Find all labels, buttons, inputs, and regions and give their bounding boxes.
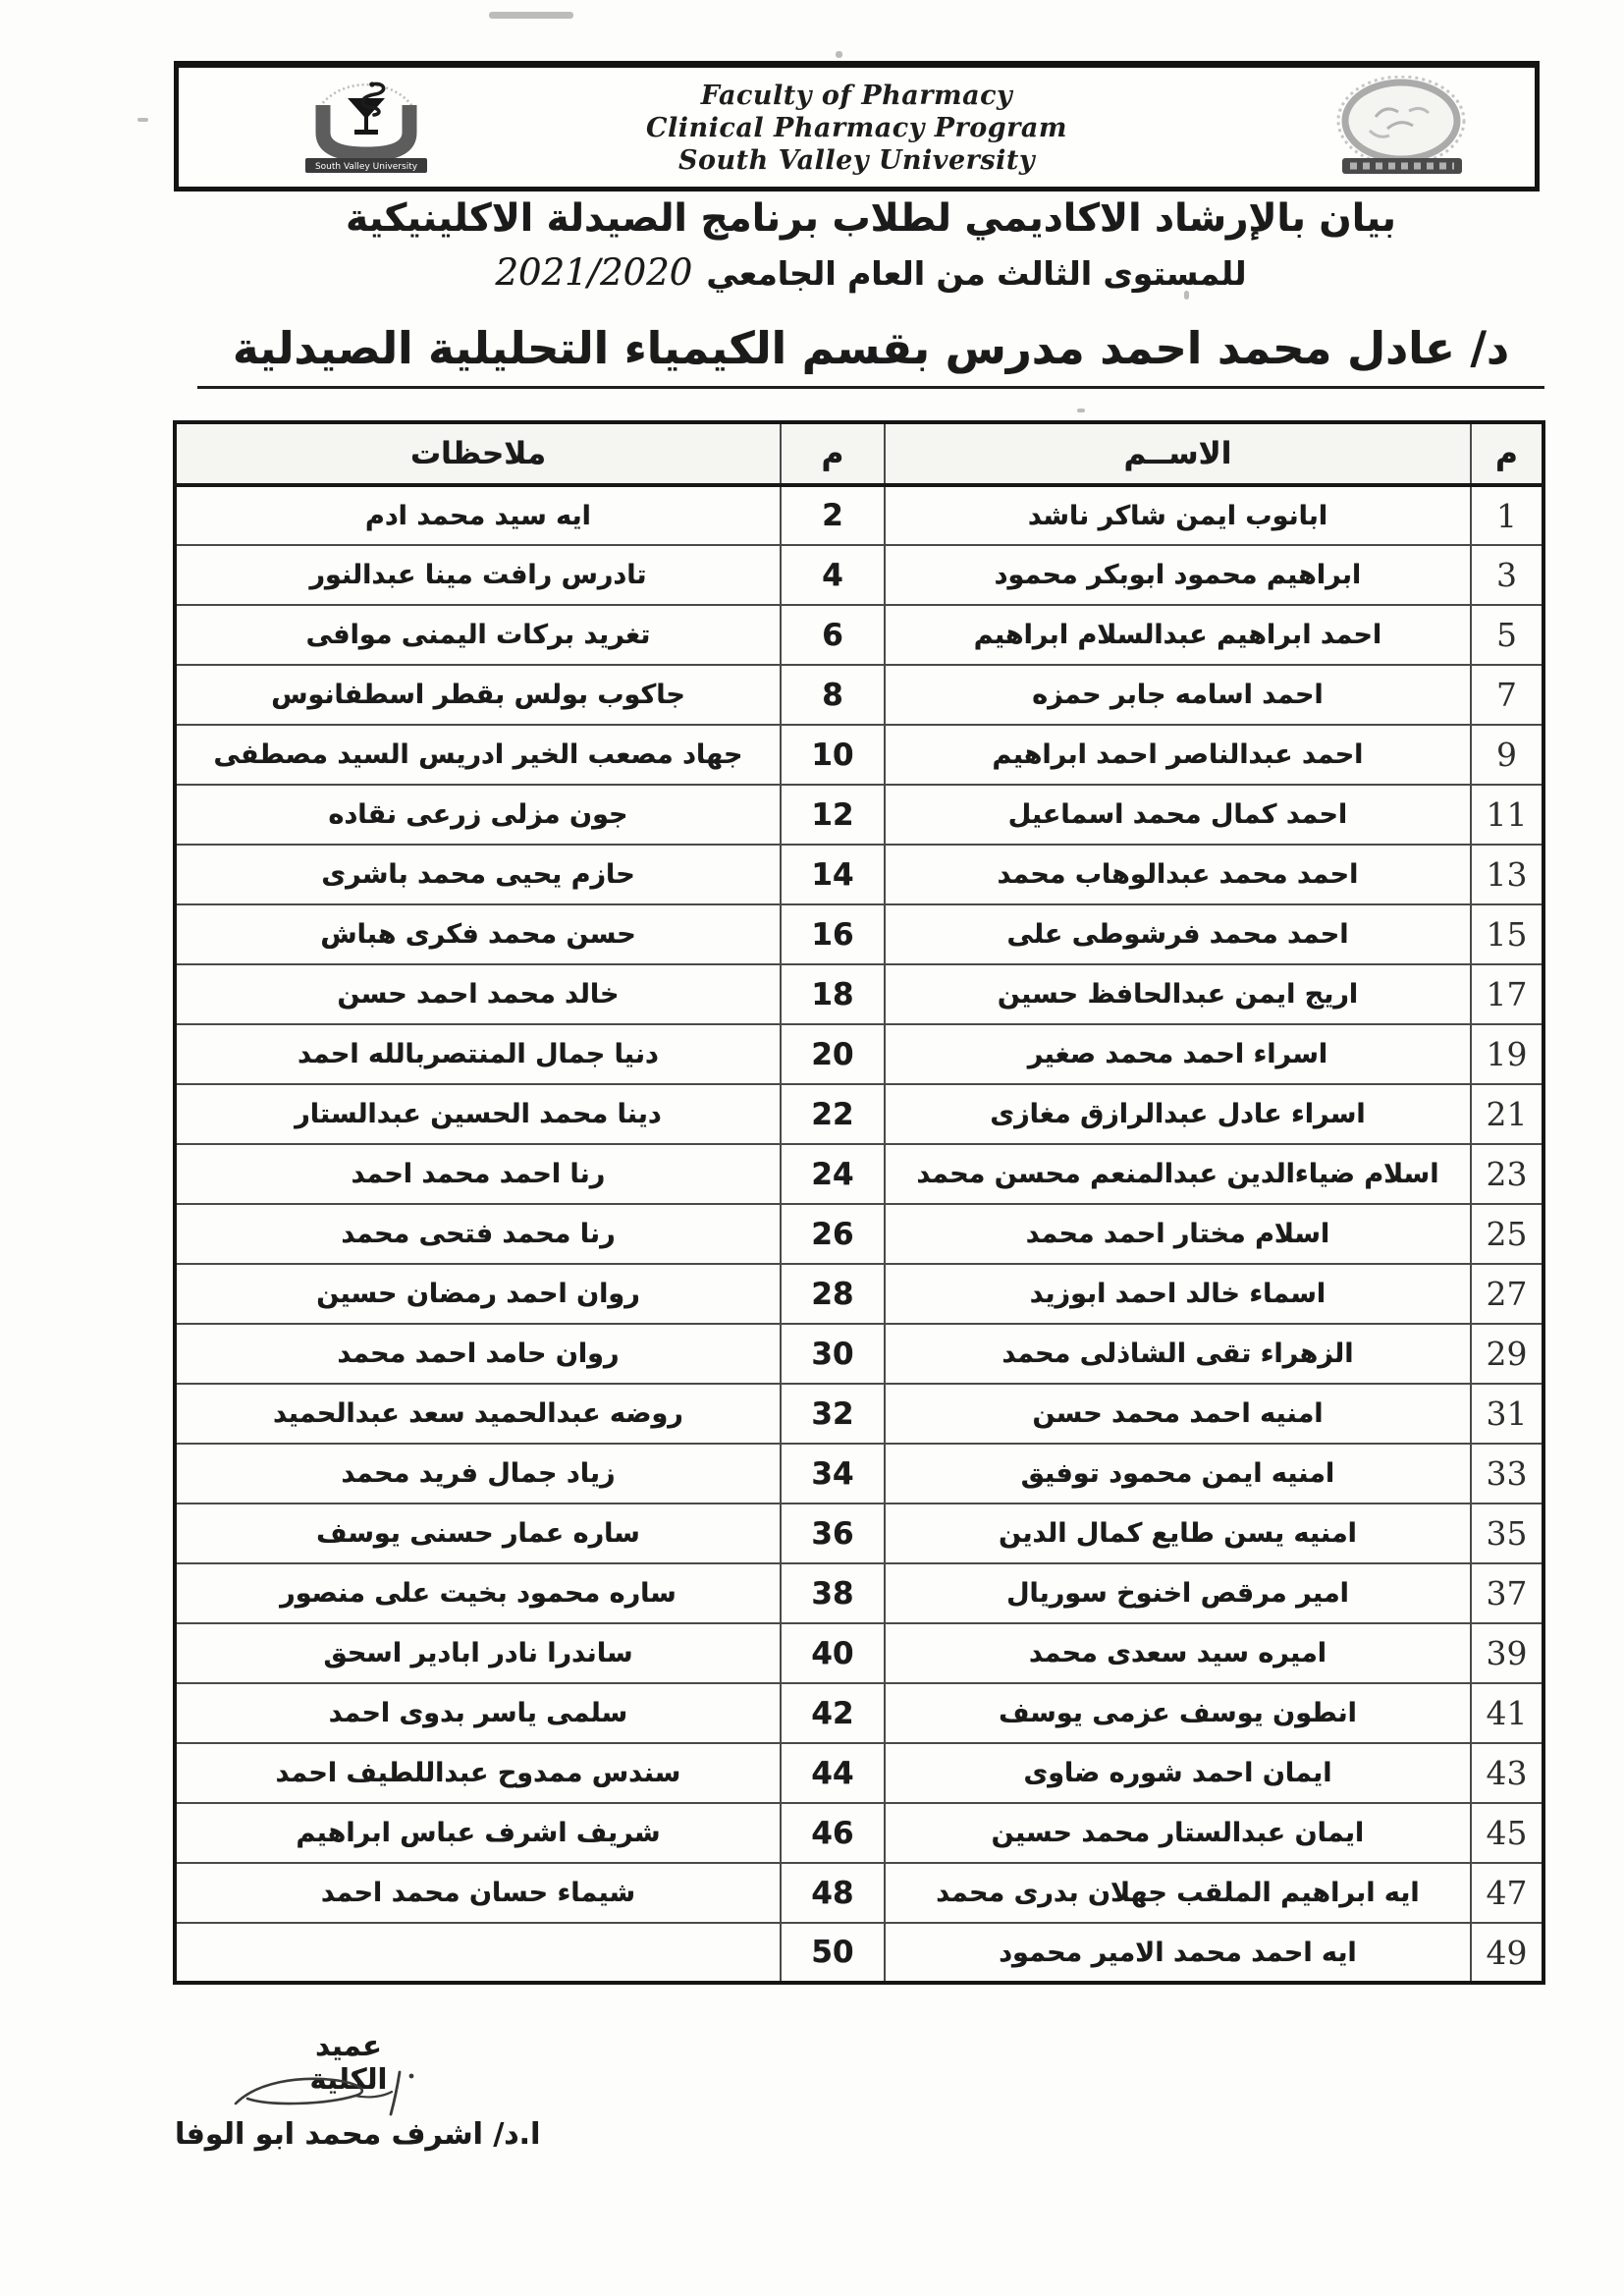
student-number-odd-cell: 43 bbox=[1471, 1743, 1543, 1803]
student-number-odd-cell: 37 bbox=[1471, 1563, 1543, 1623]
student-number-even-cell: 26 bbox=[781, 1204, 885, 1264]
table-row bbox=[175, 964, 1543, 1024]
student-notes-cell: سندس ممدوح عبداللطيف احمد bbox=[175, 1743, 781, 1803]
student-name-cell: اسلام ضياءالدين عبدالمنعم محسن محمد bbox=[885, 1144, 1471, 1204]
student-notes-cell: شيماء حسان محمد احمد bbox=[175, 1863, 781, 1923]
student-number-even-cell: 32 bbox=[781, 1384, 885, 1444]
faculty-line: Faculty of Pharmacy bbox=[700, 81, 1013, 111]
student-number-even-cell: 28 bbox=[781, 1264, 885, 1324]
student-number-even-cell: 24 bbox=[781, 1144, 885, 1204]
table-row bbox=[175, 785, 1543, 845]
student-notes-cell: ساره عمار حسنى يوسف bbox=[175, 1503, 781, 1563]
students-table-body bbox=[175, 485, 1543, 1983]
student-number-odd-cell: 11 bbox=[1471, 785, 1543, 845]
student-number-even-cell: 50 bbox=[781, 1923, 885, 1983]
header-name: الاســم bbox=[885, 422, 1471, 485]
header-notes: ملاحظات bbox=[175, 422, 781, 485]
student-notes-cell: روضه عبدالحميد سعد عبدالحميد bbox=[175, 1384, 781, 1444]
student-notes-cell: جون مزلى زرعى نقاده bbox=[175, 785, 781, 845]
student-number-odd-cell: 9 bbox=[1471, 725, 1543, 785]
table-row bbox=[175, 665, 1543, 725]
student-notes-cell: دينا محمد الحسين عبدالستار bbox=[175, 1084, 781, 1144]
student-number-odd-cell: 21 bbox=[1471, 1084, 1543, 1144]
student-number-even-cell: 46 bbox=[781, 1803, 885, 1863]
student-notes-cell: رنا محمد فتحى محمد bbox=[175, 1204, 781, 1264]
table-row bbox=[175, 485, 1543, 545]
student-notes-cell: تادرس رافت مينا عبدالنور bbox=[175, 545, 781, 605]
student-number-even-cell: 38 bbox=[781, 1563, 885, 1623]
student-number-odd-cell: 19 bbox=[1471, 1024, 1543, 1084]
table-row bbox=[175, 1204, 1543, 1264]
dean-name: ا.د/ اشرف محمد ابو الوفا bbox=[175, 2117, 541, 2152]
student-name-cell: امنيه احمد محمد حسن bbox=[885, 1384, 1471, 1444]
student-notes-cell bbox=[175, 1923, 781, 1983]
student-number-odd-cell: 41 bbox=[1471, 1683, 1543, 1743]
student-name-cell: اريج ايمن عبدالحافظ حسين bbox=[885, 964, 1471, 1024]
student-number-even-cell: 6 bbox=[781, 605, 885, 665]
table-row bbox=[175, 1324, 1543, 1384]
student-notes-cell: روان حامد احمد محمد bbox=[175, 1324, 781, 1384]
student-name-cell: احمد عبدالناصر احمد ابراهيم bbox=[885, 725, 1471, 785]
students-roster-table bbox=[173, 420, 1545, 1985]
student-number-odd-cell: 27 bbox=[1471, 1264, 1543, 1324]
student-number-odd-cell: 39 bbox=[1471, 1623, 1543, 1683]
student-name-cell: ايه ابراهيم الملقب جهلان بدرى محمد bbox=[885, 1863, 1471, 1923]
student-notes-cell: سلمى ياسر بدوى احمد bbox=[175, 1683, 781, 1743]
student-number-even-cell: 12 bbox=[781, 785, 885, 845]
advisor-name-text: د/ عادل محمد احمد مدرس بقسم الكيمياء التحليلية الصيدلية bbox=[197, 322, 1544, 389]
student-number-even-cell: 30 bbox=[781, 1324, 885, 1384]
student-number-even-cell: 16 bbox=[781, 904, 885, 964]
table-row bbox=[175, 1683, 1543, 1743]
table-header-row bbox=[175, 422, 1543, 485]
student-number-odd-cell: 35 bbox=[1471, 1503, 1543, 1563]
student-name-cell: ايه احمد محمد الامير محمود bbox=[885, 1923, 1471, 1983]
student-number-odd-cell: 25 bbox=[1471, 1204, 1543, 1264]
student-notes-cell: ساره محمود بخيت على منصور bbox=[175, 1563, 781, 1623]
student-name-cell: انطون يوسف عزمى يوسف bbox=[885, 1683, 1471, 1743]
student-name-cell: احمد محمد عبدالوهاب محمد bbox=[885, 845, 1471, 904]
table-row bbox=[175, 1923, 1543, 1983]
table-row bbox=[175, 545, 1543, 605]
dean-title: عميد الكلية bbox=[309, 2029, 388, 2096]
student-name-cell: احمد كمال محمد اسماعيل bbox=[885, 785, 1471, 845]
table-row bbox=[175, 1503, 1543, 1563]
student-number-odd-cell: 33 bbox=[1471, 1444, 1543, 1503]
student-notes-cell: زياد جمال فريد محمد bbox=[175, 1444, 781, 1503]
student-name-cell: ابانوب ايمن شاكر ناشد bbox=[885, 485, 1471, 545]
student-number-even-cell: 14 bbox=[781, 845, 885, 904]
student-number-even-cell: 4 bbox=[781, 545, 885, 605]
student-notes-cell: جاكوب بولس بقطر اسطفانوس bbox=[175, 665, 781, 725]
left-logo-label: South Valley University bbox=[314, 162, 418, 172]
student-name-cell: اسراء احمد محمد صغير bbox=[885, 1024, 1471, 1084]
header-number-odd: م bbox=[1471, 422, 1543, 485]
student-number-odd-cell: 49 bbox=[1471, 1923, 1543, 1983]
student-name-cell: اسماء خالد احمد ابوزيد bbox=[885, 1264, 1471, 1324]
program-line: Clinical Pharmacy Program bbox=[646, 113, 1067, 143]
student-name-cell: امير مرقص اخنوخ سوريال bbox=[885, 1563, 1471, 1623]
header-number-even: م bbox=[781, 422, 885, 485]
student-name-cell: اسراء عادل عبدالرازق مغازى bbox=[885, 1084, 1471, 1144]
student-number-even-cell: 34 bbox=[781, 1444, 885, 1503]
student-notes-cell: تغريد بركات اليمنى موافى bbox=[175, 605, 781, 665]
table-row bbox=[175, 605, 1543, 665]
university-line: South Valley University bbox=[677, 145, 1036, 176]
table-row bbox=[175, 1743, 1543, 1803]
student-name-cell: احمد اسامه جابر حمزه bbox=[885, 665, 1471, 725]
student-number-even-cell: 20 bbox=[781, 1024, 885, 1084]
student-number-even-cell: 40 bbox=[781, 1623, 885, 1683]
student-name-cell: الزهراء تقى الشاذلى محمد bbox=[885, 1324, 1471, 1384]
student-notes-cell: رنا احمد محمد احمد bbox=[175, 1144, 781, 1204]
table-row bbox=[175, 1444, 1543, 1503]
student-number-even-cell: 36 bbox=[781, 1503, 885, 1563]
table-row bbox=[175, 1863, 1543, 1923]
student-notes-cell: شريف اشرف عباس ابراهيم bbox=[175, 1803, 781, 1863]
student-notes-cell: حازم يحيى محمد باشرى bbox=[175, 845, 781, 904]
university-seal-graphic bbox=[1325, 76, 1478, 178]
student-number-odd-cell: 15 bbox=[1471, 904, 1543, 964]
student-number-even-cell: 8 bbox=[781, 665, 885, 725]
table-row bbox=[175, 1144, 1543, 1204]
student-name-cell: امنيه يسن طايع كمال الدين bbox=[885, 1503, 1471, 1563]
table-row bbox=[175, 1803, 1543, 1863]
student-notes-cell: حسن محمد فكرى هباش bbox=[175, 904, 781, 964]
scan-speck bbox=[489, 12, 573, 19]
student-number-even-cell: 48 bbox=[781, 1863, 885, 1923]
scan-speck bbox=[836, 51, 842, 58]
table-row bbox=[175, 1563, 1543, 1623]
student-number-odd-cell: 29 bbox=[1471, 1324, 1543, 1384]
student-name-cell: احمد محمد فرشوطى على bbox=[885, 904, 1471, 964]
student-number-even-cell: 42 bbox=[781, 1683, 885, 1743]
academic-year: 2021/2020 bbox=[495, 251, 693, 294]
student-notes-cell: دنيا جمال المنتصربالله احمد bbox=[175, 1024, 781, 1084]
student-number-odd-cell: 1 bbox=[1471, 485, 1543, 545]
table-row bbox=[175, 1084, 1543, 1144]
student-number-odd-cell: 7 bbox=[1471, 665, 1543, 725]
student-number-odd-cell: 3 bbox=[1471, 545, 1543, 605]
student-number-odd-cell: 13 bbox=[1471, 845, 1543, 904]
student-number-even-cell: 2 bbox=[781, 485, 885, 545]
student-number-even-cell: 22 bbox=[781, 1084, 885, 1144]
student-name-cell: احمد ابراهيم عبدالسلام ابراهيم bbox=[885, 605, 1471, 665]
subtitle-text: للمستوى الثالث من العام الجامعي bbox=[706, 254, 1247, 293]
student-number-odd-cell: 23 bbox=[1471, 1144, 1543, 1204]
student-number-even-cell: 44 bbox=[781, 1743, 885, 1803]
table-row bbox=[175, 845, 1543, 904]
scan-speck bbox=[1077, 409, 1085, 412]
student-notes-cell: خالد محمد احمد حسن bbox=[175, 964, 781, 1024]
student-number-odd-cell: 17 bbox=[1471, 964, 1543, 1024]
student-number-even-cell: 18 bbox=[781, 964, 885, 1024]
table-row bbox=[175, 904, 1543, 964]
student-number-odd-cell: 47 bbox=[1471, 1863, 1543, 1923]
student-name-cell: ايمان احمد شوره ضاوى bbox=[885, 1743, 1471, 1803]
table-row bbox=[175, 1384, 1543, 1444]
table-row bbox=[175, 1024, 1543, 1084]
student-name-cell: اسلام مختار احمد محمد bbox=[885, 1204, 1471, 1264]
university-seal-logo bbox=[1325, 76, 1478, 178]
student-notes-cell: ساندرا نادر ابادير اسحق bbox=[175, 1623, 781, 1683]
student-number-even-cell: 10 bbox=[781, 725, 885, 785]
table-row bbox=[175, 1264, 1543, 1324]
document-subtitle bbox=[189, 251, 1553, 294]
table-row bbox=[175, 1623, 1543, 1683]
student-notes-cell: روان احمد رمضان حسين bbox=[175, 1264, 781, 1324]
advisor-heading bbox=[189, 322, 1553, 389]
scan-speck bbox=[137, 118, 148, 122]
student-notes-cell: ايه سيد محمد ادم bbox=[175, 485, 781, 545]
student-number-odd-cell: 5 bbox=[1471, 605, 1543, 665]
student-number-odd-cell: 31 bbox=[1471, 1384, 1543, 1444]
table-row bbox=[175, 725, 1543, 785]
student-number-odd-cell: 45 bbox=[1471, 1803, 1543, 1863]
document-title: بيان بالإرشاد الاكاديمي لطلاب برنامج الصيدلة الاكلينيكية bbox=[346, 196, 1396, 241]
student-notes-cell: جهاد مصعب الخير ادريس السيد مصطفى bbox=[175, 725, 781, 785]
student-name-cell: ايمان عبدالستار محمد حسين bbox=[885, 1803, 1471, 1863]
student-name-cell: اميره سيد سعدى محمد bbox=[885, 1623, 1471, 1683]
student-name-cell: امنيه ايمن محمود توفيق bbox=[885, 1444, 1471, 1503]
header-box bbox=[174, 61, 1540, 191]
student-name-cell: ابراهيم محمود ابوبكر محمود bbox=[885, 545, 1471, 605]
